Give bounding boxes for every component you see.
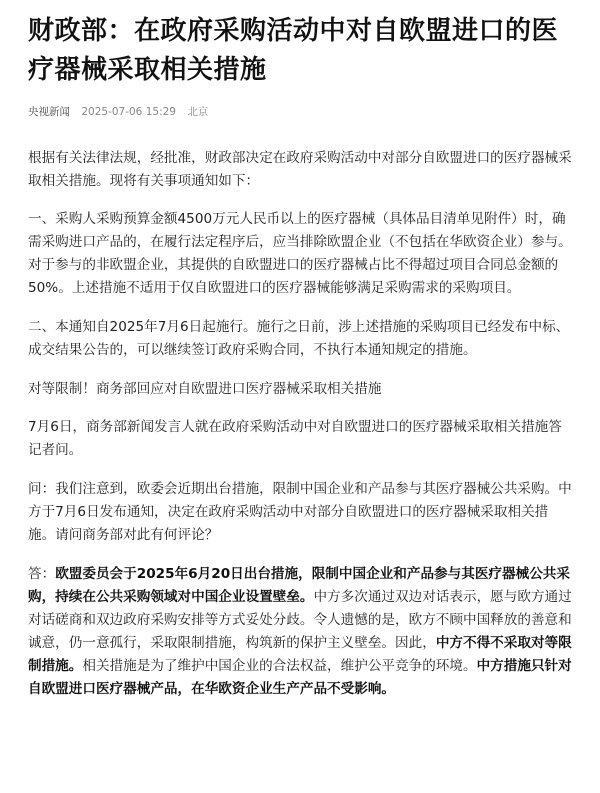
article-body [28,147,573,701]
answer-text-2: 相关措施是为了维护中国企业的合法权益，维护公平竞争的环境。 [82,658,477,674]
article-location: 北京 [187,106,209,118]
paragraph-item-two: 二、本通知自2025年7月6日起施行。施行之日前，涉上述措施的采购项目已经发布中标、成交结果公告的，可以继续签订政府采购合同，不执行本通知规定的措施。 [28,319,570,358]
answer-bold-3: 中方措施只针对自欧盟进口医疗器械产品，在华欧资企业生产产品不受影响。 [28,658,572,697]
article-datetime: 2025-07-06 15:29 [81,106,176,118]
answer-bold-1: 欧盟委员会于2025年6月20日出台措施，限制中国企业和产品参与其医疗器械公共采购，持续在公共采购领域对中国企业设置壁垒。 [28,566,570,605]
paragraph-press-intro: 7月6日，商务部新闻发言人就在政府采购活动中对自欧盟进口的医疗器械采取相关措施答记者问。 [28,419,562,458]
answer-bold-2: 中方不得不采取对等限制措施。 [28,635,572,674]
paragraph-item-one: 一、采购人采购预算金额4500万元人民币以上的医疗器械（具体品目清单见附件）时，确需采购进口产品的，在履行法定程序后，应当排除欧盟企业（不包括在华欧资企业）参与。对于参与的非欧盟企业，其提供的自欧盟进口的医疗器械占比不得超过项目合同总金额的50%。上述措施不适用于仅自欧盟进口的医疗器械能够满足采购需求的采购项目。 [28,211,572,296]
paragraph-subheading: 对等限制！商务部回应对自欧盟进口医疗器械采取相关措施 [28,381,382,397]
paragraph-question: 问：我们注意到，欧委会近期出台措施，限制中国企业和产品参与其医疗器械公共采购。中方于7月6日发布通知，决定在政府采购活动中对部分自欧盟进口的医疗器械采取相关措施。请问商务部对此有何评论？ [28,481,572,543]
answer-text-1: 中方多次通过双边对话表示，愿与欧方通过对话磋商和双边政府采购安排等方式妥处分歧。令人遗憾的是，欧方不顾中国释放的善意和诚意，仍一意孤行，采取限制措施，构筑新的保护主义壁垒。因此， [28,589,572,651]
article-title: 财政部：在政府采购活动中对自欧盟进口的医疗器械采取相关措施 [28,16,559,85]
answer-prefix: 答： [28,566,56,582]
paragraph-intro: 根据有关法律法规，经批准，财政部决定在政府采购活动中对部分自欧盟进口的医疗器械采取相关措施。现将有关事项通知如下： [28,150,572,189]
article-meta [28,104,573,120]
paragraph-answer [28,563,573,701]
article-source[interactable]: 央视新闻 [28,106,70,118]
